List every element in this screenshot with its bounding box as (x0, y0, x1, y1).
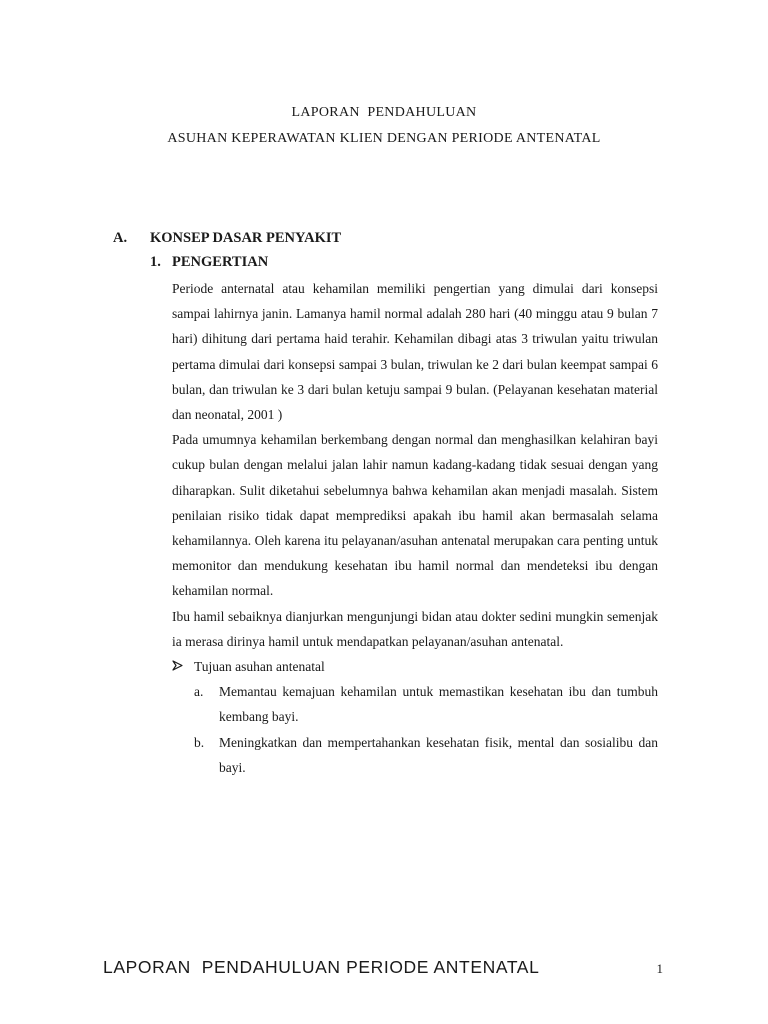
page-number: 1 (656, 961, 663, 976)
footer-title: LAPORAN PENDAHULUAN PERIODE ANTENATAL (103, 957, 540, 977)
subsection-number: 1. (150, 254, 161, 270)
section-heading (113, 226, 673, 250)
document-body (172, 276, 658, 780)
page-footer (103, 957, 663, 978)
paragraph-1: Periode anternatal atau kehamilan memiliki pengertian yang dimulai dari konsepsi sampai lahirnya janin. Lamanya hamil normal adalah 280 hari (40 minggu atau 9 bulan 7 hari) dihitung dari pertama haid terahir. Kehamilan dibagi atas 3 triwulan yaitu triwulan pertama dimulai dari konsepsi sampai 3 bulan, triwulan ke 2 dari bulan keempat sampai 6 bulan, dan triwulan ke 3 dari bulan ketuju sampai 9 bulan. (Pelayanan kesehatan material dan neonatal, 2001 ) (172, 281, 658, 423)
paragraph-3: Ibu hamil sebaiknya dianjurkan mengunjungi bidan atau dokter sedini mungkin semenjak ia merasa dirinya hamil untuk mendapatkan pelayanan/asuhan antenatal. (172, 608, 658, 649)
list-item (194, 730, 658, 780)
goal-list (194, 679, 658, 780)
list-item (194, 679, 658, 729)
subsection-title: PENGERTIAN (172, 254, 269, 270)
subsection-heading (150, 250, 673, 274)
list-marker: b. (194, 734, 205, 750)
paragraph-2: Pada umumnya kehamilan berkembang dengan normal dan menghasilkan kelahiran bayi cukup bulan dengan melalui jalan lahir namun kadang-kadang tidak sesuai dengan yang diharapkan. Sulit diketahui sebelumnya bahwa kehamilan akan menjadi masalah. Sistem penilaian risiko tidak dapat memprediksi apakah ibu hamil akan bermasalah selama kehamilannya. Oleh karena itu pelayanan/asuhan antenatal merupakan cara penting untuk memonitor dan mendukung kesehatan ibu hamil normal dan mendeteksi ibu dengan kehamilan normal. (172, 432, 658, 599)
section-a (113, 226, 673, 274)
title-line-1: LAPORAN PENDAHULUAN (291, 105, 477, 120)
bullet-item (172, 654, 658, 679)
document-title (0, 100, 768, 152)
bullet-text: Tujuan asuhan antenatal (194, 659, 325, 675)
title-line-2: ASUHAN KEPERAWATAN KLIEN DENGAN PERIODE ANTENATAL (167, 131, 601, 146)
section-number: A. (113, 230, 128, 246)
list-text: Memantau kemajuan kehamilan untuk memastikan kesehatan ibu dan tumbuh kembang bayi. (219, 684, 658, 725)
section-title: KONSEP DASAR PENYAKIT (150, 230, 342, 246)
list-text: Meningkatkan dan mempertahankan kesehatan fisik, mental dan sosialibu dan bayi. (219, 734, 658, 775)
arrow-bullet-icon (172, 654, 194, 679)
list-marker: a. (194, 684, 204, 700)
